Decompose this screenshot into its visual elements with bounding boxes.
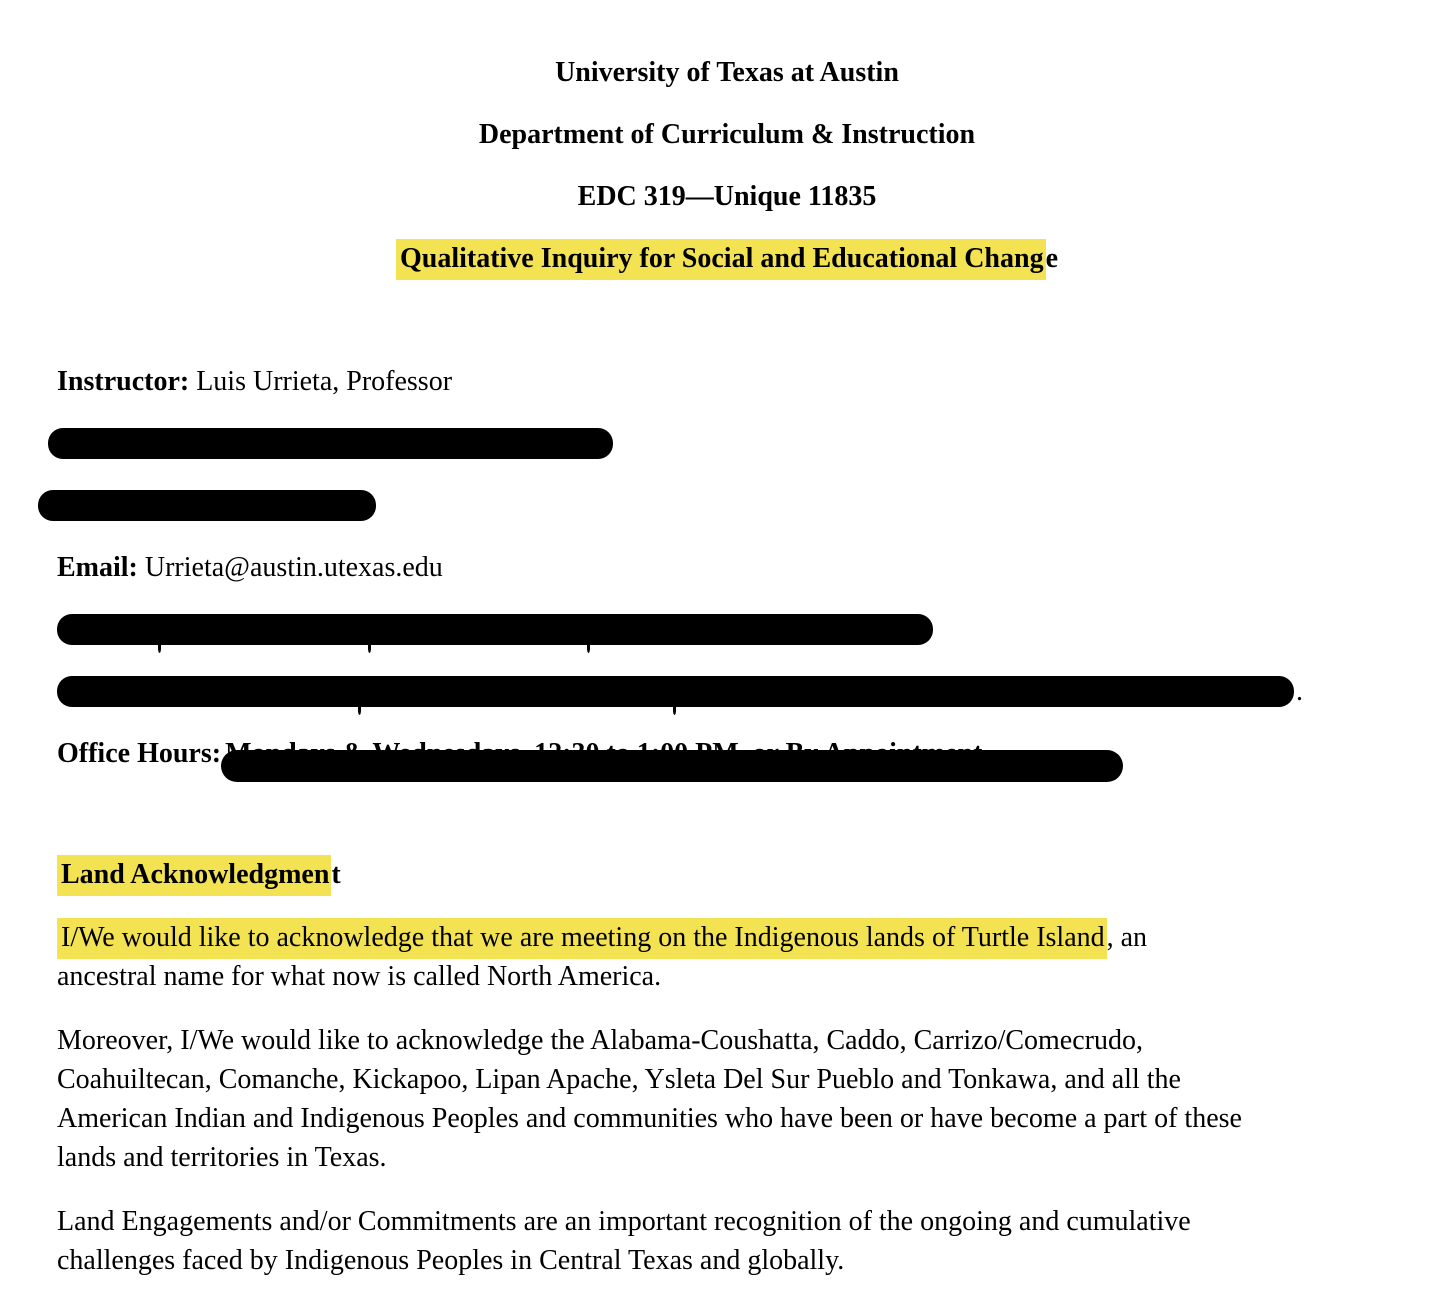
heading-highlight: Land Acknowledgmen — [57, 855, 331, 896]
office-hours-line — [57, 735, 1397, 773]
descender-mark — [368, 644, 371, 653]
redaction-bar — [57, 676, 1294, 707]
course-title — [57, 240, 1397, 278]
descender-mark — [587, 644, 590, 653]
instructor-line — [57, 363, 1397, 401]
redaction-bar — [221, 750, 1123, 782]
course-code: EDC 319—Unique 11835 — [577, 181, 877, 212]
redacted-line-phone — [57, 487, 1397, 525]
university-name: University of Texas at Austin — [555, 57, 899, 88]
contact-block — [57, 363, 1397, 773]
paragraph-line2: ancestral name for what now is called North America. — [57, 961, 662, 992]
course-title-tail: e — [1045, 243, 1059, 274]
document-header — [57, 54, 1397, 278]
course-title-highlight: Qualitative Inquiry for Social and Educational Chang — [396, 239, 1046, 280]
instructor-label: Instructor: — [57, 366, 190, 397]
paragraph-tribes: Moreover, I/We would like to acknowledge the Alabama-Coushatta, Caddo, Carrizo/Comecrudo, Coahuiltecan, Comanche, Kickapoo, Lipan Apache, Ysleta Del Sur Pueblo and Tonkawa, and all the American Indian and Indigenous Peoples and communities who have been or have become a part of these lands and territories in Texas. — [57, 1025, 1242, 1173]
descender-mark — [673, 706, 676, 715]
redacted-line-3 — [57, 611, 1397, 649]
redaction-bar — [48, 428, 613, 459]
office-hours-redacted-area — [225, 735, 982, 773]
email-value: Urrieta@austin.utexas.edu — [137, 552, 443, 583]
department-name: Department of Curriculum & Instruction — [478, 119, 976, 150]
land-acknowledgment-section — [57, 856, 1397, 1280]
redaction-bar — [57, 614, 933, 645]
office-hours-label: Office Hours: — [57, 738, 222, 769]
email-label: Email: — [57, 552, 138, 583]
paragraph-tail: , an — [1106, 922, 1148, 953]
land-acknowledgment-heading — [57, 856, 1397, 894]
descender-mark — [158, 644, 161, 653]
redacted-line-4 — [57, 673, 1397, 711]
sentence-period: . — [1296, 676, 1303, 707]
instructor-value: Luis Urrieta, Professor — [189, 366, 453, 397]
paragraph-land-engagements: Land Engagements and/or Commitments are an important recognition of the ongoing and cumulative challenges faced by Indigenous Peoples in Central Texas and globally. — [57, 1206, 1191, 1276]
redacted-line-office — [57, 425, 1397, 463]
heading-tail: t — [331, 859, 341, 890]
email-line — [57, 549, 1397, 587]
redaction-bar — [38, 490, 376, 521]
paragraph-highlight: I/We would like to acknowledge that we are meeting on the Indigenous lands of Turtle Island — [57, 918, 1107, 959]
descender-mark — [358, 706, 361, 715]
paragraph-turtle-island — [57, 918, 1397, 996]
